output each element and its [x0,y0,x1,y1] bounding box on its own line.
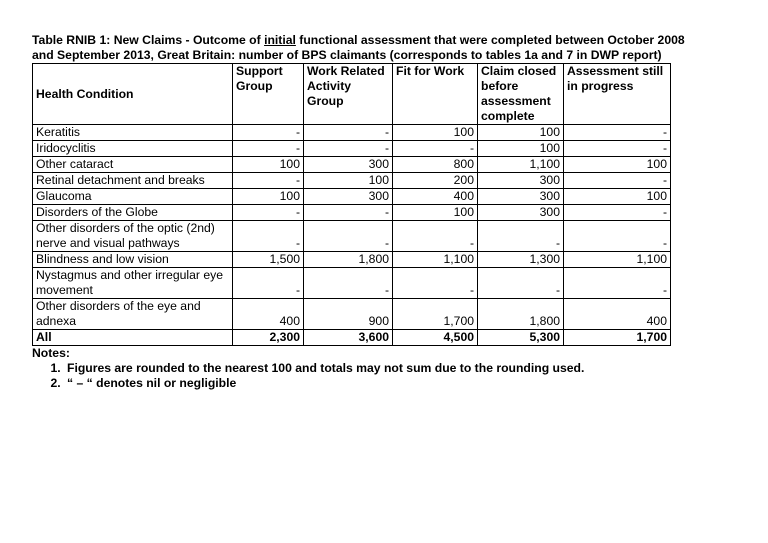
total-value: 5,300 [478,330,564,346]
row-label: Keratitis [33,125,233,141]
row-label: Other disorders of the optic (2nd) nerve and visual pathways [33,221,233,252]
cell-value: - [478,268,564,299]
notes-section [32,346,737,391]
table-row [33,299,671,330]
total-row [33,330,671,346]
cell-value: - [233,221,304,252]
cell-value: 100 [304,173,393,189]
cell-value: 1,100 [393,252,478,268]
cell-value: - [233,173,304,189]
cell-value: 300 [304,189,393,205]
cell-value: 100 [393,205,478,221]
claims-table [32,63,671,346]
cell-value: - [304,141,393,157]
header-work-related-activity-group: Work Related Activity Group [304,64,393,125]
total-label: All [33,330,233,346]
cell-value: 1,800 [478,299,564,330]
title-line2: and September 2013, Great Britain: number of BPS claimants (corresponds to tables 1a and 7 in DWP report) [32,48,662,62]
header-assessment-in-progress: Assessment still in progress [564,64,671,125]
cell-value: 100 [478,125,564,141]
cell-value: 800 [393,157,478,173]
row-label: Glaucoma [33,189,233,205]
cell-value: - [564,141,671,157]
header-support-group: Support Group [233,64,304,125]
total-value: 4,500 [393,330,478,346]
table-row [33,157,671,173]
cell-value: 1,100 [564,252,671,268]
cell-value: - [304,268,393,299]
row-label: Retinal detachment and breaks [33,173,233,189]
header-claim-closed: Claim closed before assessment complete [478,64,564,125]
cell-value: - [393,268,478,299]
note-item: 2. “ – “ denotes nil or negligible [64,376,737,391]
cell-value: 400 [233,299,304,330]
cell-value: - [564,173,671,189]
cell-value: - [304,221,393,252]
row-label: Nystagmus and other irregular eye movement [33,268,233,299]
total-value: 2,300 [233,330,304,346]
cell-value: 1,500 [233,252,304,268]
cell-value: 1,300 [478,252,564,268]
cell-value: 100 [233,189,304,205]
table-row [33,141,671,157]
total-value: 3,600 [304,330,393,346]
cell-value: 300 [304,157,393,173]
title-underlined-word: initial [264,33,296,47]
cell-value: 200 [393,173,478,189]
note-item: 1. Figures are rounded to the nearest 100 and totals may not sum due to the rounding used. [64,361,737,376]
table-row [33,125,671,141]
table-row [33,189,671,205]
row-label: Disorders of the Globe [33,205,233,221]
cell-value: - [233,141,304,157]
table-row [33,252,671,268]
cell-value: - [564,221,671,252]
notes-heading: Notes: [32,346,70,360]
cell-value: 400 [393,189,478,205]
cell-value: 300 [478,205,564,221]
cell-value: - [564,205,671,221]
cell-value: - [564,268,671,299]
cell-value: - [233,125,304,141]
cell-value: 1,700 [393,299,478,330]
table-body [33,125,671,346]
table-header-row [33,64,671,125]
cell-value: 400 [564,299,671,330]
document-page [32,33,737,391]
cell-value: 900 [304,299,393,330]
cell-value: - [393,221,478,252]
title-line1-pre: Table RNIB 1: New Claims - Outcome of [32,33,265,47]
cell-value: 300 [478,189,564,205]
cell-value: 100 [393,125,478,141]
cell-value: - [304,205,393,221]
table-row [33,205,671,221]
row-label: Other disorders of the eye and adnexa [33,299,233,330]
total-value: 1,700 [564,330,671,346]
row-label: Other cataract [33,157,233,173]
title-line1-post: functional assessment that were completed between October 2008 [295,33,685,47]
header-health-condition: Health Condition [33,64,233,125]
table-row [33,221,671,252]
table-title [32,33,737,63]
cell-value: - [478,221,564,252]
cell-value: 1,800 [304,252,393,268]
table-row [33,268,671,299]
row-label: Iridocyclitis [33,141,233,157]
cell-value: - [233,268,304,299]
cell-value: - [233,205,304,221]
cell-value: - [304,125,393,141]
cell-value: 100 [233,157,304,173]
table-row [33,173,671,189]
notes-list [32,361,737,391]
cell-value: 100 [564,189,671,205]
cell-value: - [393,141,478,157]
cell-value: 1,100 [478,157,564,173]
header-fit-for-work: Fit for Work [393,64,478,125]
cell-value: - [564,125,671,141]
cell-value: 100 [478,141,564,157]
cell-value: 100 [564,157,671,173]
row-label: Blindness and low vision [33,252,233,268]
cell-value: 300 [478,173,564,189]
